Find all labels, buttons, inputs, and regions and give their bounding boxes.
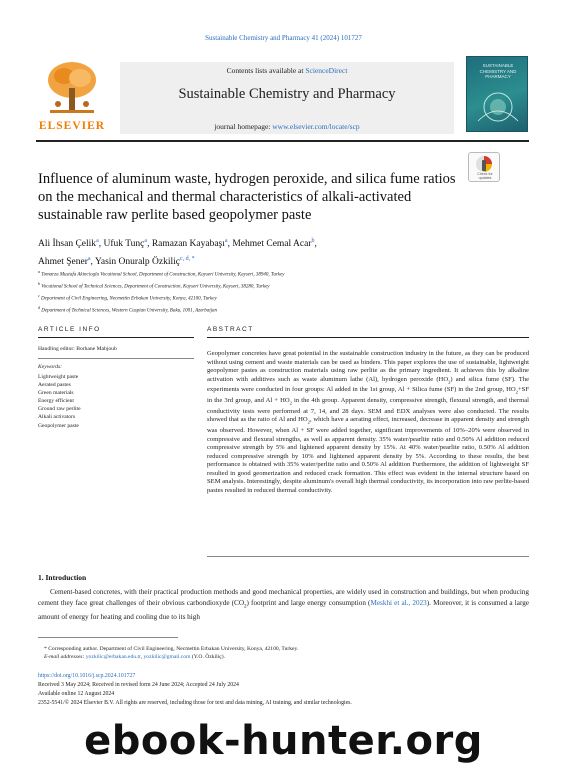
- article-title: Influence of aluminum waste, hydrogen peroxide, and silica fume ratios on the mechanical and thermal characteristics of alkali-activated sustainable raw perlite based geopolymer paste: [38, 171, 456, 223]
- check-for-updates-button[interactable]: Check for updates: [468, 152, 500, 182]
- journal-reference[interactable]: Sustainable Chemistry and Pharmacy 41 (2024) 101727: [205, 34, 362, 42]
- contents-available-line: Contents lists available at ScienceDirect: [226, 66, 348, 75]
- journal-cover-image[interactable]: [466, 56, 528, 132]
- affiliation-item: $^a$ Tomarza Mustafa Akincioglu Vocational School, Department of Construction, Kayseri University, Kayseri, 38940, Turkey: [38, 269, 285, 278]
- introduction-text: Cement-based concretes, with their practical production methods and good mechanical properties, are widely used in construction and buildings, but when producing cement they face great challenges of their obvious carbondioxyde $(CO_2)$ footprint and large energy consumption (Meskhi et al., 2023). Moreover, it is consumed a large amount of energy for heating and cooling due to its high: [38, 588, 529, 622]
- elsevier-logo[interactable]: [36, 58, 108, 136]
- keyword-item: Aerated pastes: [38, 382, 71, 389]
- corresponding-author-footnote: * Corresponding author. Department of Civil Engineering, Necmettin Erbakan University, Konya, 42100, Turkey. E-mail addresses: yozkilic@erbakan.edu.tr, yozkilic@gmail.com (Y.O. Özkiliç).: [44, 646, 299, 660]
- header-rule: [36, 140, 529, 142]
- author-name[interactable]: Yasin Onuralp Özkiliç: [94, 257, 181, 268]
- author-name[interactable]: Ramazan Kayabaşı: [151, 239, 225, 250]
- cover-title: SUSTAINABLE CHEMISTRY AND PHARMACY: [479, 63, 517, 79]
- abstract-divider: [207, 556, 529, 557]
- article-info-divider: [38, 358, 194, 359]
- article-info-heading: ARTICLE INFO: [38, 326, 101, 333]
- doi-link[interactable]: https://doi.org/10.1016/j.scp.2024.101727: [38, 673, 136, 679]
- keyword-item: Ground raw perlite: [38, 406, 81, 413]
- citation-link[interactable]: Meskhi et al., 2023: [370, 598, 427, 607]
- affiliations: [38, 268, 508, 315]
- keyword-item: Green materials: [38, 390, 74, 397]
- keyword-item: Alkali activators: [38, 414, 76, 421]
- email-link[interactable]: yozkilic@erbakan.edu.tr: [85, 654, 141, 660]
- abstract-heading: ABSTRACT: [207, 326, 254, 333]
- keyword-item: Lightweight paste: [38, 374, 79, 380]
- author-name[interactable]: Ahmet Şener: [38, 257, 88, 268]
- journal-name: Sustainable Chemistry and Pharmacy: [178, 86, 396, 102]
- cover-art-icon: [473, 87, 523, 127]
- affiliation-item: $^d$ Department of Technical Sciences, Western Caspian University, Baku, 1001, Azerbaijan: [38, 304, 218, 314]
- article-info-rule: [38, 337, 194, 338]
- author-name[interactable]: Mehmet Cemal Acar: [232, 239, 312, 250]
- keyword-item: Geopolymer paste: [38, 422, 79, 429]
- abstract-rule: [207, 337, 529, 338]
- elsevier-tree-icon: [44, 58, 100, 118]
- email-link[interactable]: yozkilic@gmail.com: [143, 654, 191, 660]
- journal-homepage-line: journal homepage: www.elsevier.com/locate/scp: [214, 122, 360, 131]
- received-dates: Received 3 May 2024; Received in revised form 24 June 2024; Accepted 24 July 2024: [38, 682, 239, 688]
- crossmark-icon: [474, 155, 494, 173]
- elsevier-wordmark: ELSEVIER: [38, 120, 106, 132]
- author-name[interactable]: Ufuk Tunç: [103, 239, 145, 250]
- abstract-text: Geopolymer concretes have great potential in the sustainable construction industry in the future, as they can be produced without using cement and waste materials can be used as binders. This paper explores the use of sustainable, lightweight geopolymer pastes as construction materials using raw perlite as the primary ingredient. It achieves this by alkaline activation with additives such as waste aluminum lathe (Al), hydrogen peroxide $(HO_2)$ and silica fume (SF). The experiments were conducted in four groups: Al added in the 1st group, Al + Silica fume (SF) in the 2nd group, $HO_2+SF$ in the 3rd group, and $Al + HO_2$ in the 4th group. Apparent density, compressive strength, flexural strength, and thermal conductivity tests were performed at 7, 14, and 28 days. SEM and EDX analyses were also conducted. The results showed that as the ratio of Al and $HO_2$, which have a aerating effect, increased, decrease in apparent density and strength was observed. However, when Al + SF were added together, significant improvements of 10%–20% were observed in compressive and flexural strengths, as well as apparent density. 35% water/pearlite ratio and 0.50% Al addition reduced compressive strength by 5% and lightened apparent density by 15%. At 40% water/pearlite ratio, 0.50% Al addition reduced compressive strength by 10% and lightened apparent density by 5%. According to these results, the best performance is obtained with 35% water/perlite ratio and 0.50% Al addition Furthermore, the addition of lightweight SF resulted in good geomerization and reduced crack formation. This effect was evident in the internal structure based on SEM analysis. Interestingly, despite aluminum's overall high thermal conductivity, its incorporation into raw perlite-based pastes resulted in reduced thermal conductivity.: [207, 350, 530, 494]
- affiliation-item: $^b$ Vocational School of Technical Sciences, Department of Construction, Kayseri University, Kayseri, 38280, Turkey: [38, 280, 270, 290]
- keyword-item: Energy efficient: [38, 398, 74, 405]
- keywords-heading: Keywords:: [38, 364, 63, 370]
- sciencedirect-link[interactable]: ScienceDirect: [305, 66, 348, 75]
- footnote-rule: [38, 637, 178, 638]
- affiliation-item: $^c$ Department of Civil Engineering, Necmettin Erbakan University, Konya, 42100, Turkey: [38, 292, 217, 302]
- author-list: Ali İhsan Çelik$^a$, Ufuk Tunç$^a$, Ramazan Kayabaşı$^a$, Mehmet Cemal Acar$^b$, Ahmet Şener$^a$, Yasin Onuralp Özkiliç$^{c, d, *}$: [38, 238, 317, 268]
- keyword-list: [38, 373, 194, 430]
- handling-editor: Handling editor: Borhane Mahjoub: [38, 346, 117, 352]
- copyright-notice: 2352-5541/© 2024 Elsevier B.V. All rights are reserved, including those for text and data mining, AI training, and similar technologies.: [38, 700, 352, 706]
- introduction-heading: 1. Introduction: [38, 573, 87, 582]
- watermark: ebook-hunter.org: [84, 718, 483, 764]
- available-online-date: Available online 12 August 2024: [38, 691, 115, 697]
- author-name[interactable]: Ali İhsan Çelik: [38, 239, 97, 250]
- journal-homepage-link[interactable]: www.elsevier.com/locate/scp: [272, 122, 360, 131]
